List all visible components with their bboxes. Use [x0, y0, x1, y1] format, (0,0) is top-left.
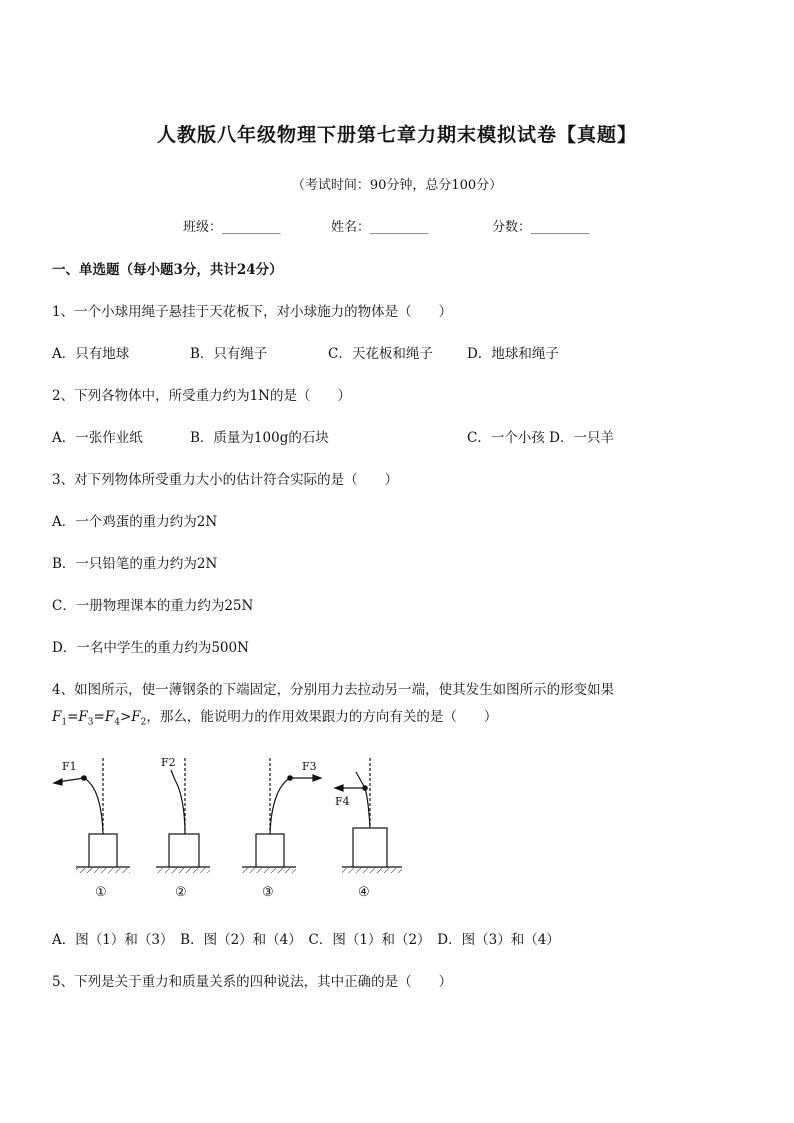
q3-option-b: B．一只铅笔的重力约为2N [52, 556, 218, 572]
q1-option-d: D．地球和绳子 [467, 346, 559, 362]
q1-option-a: A．只有地球 [52, 346, 130, 362]
q2-option-cd: C．一个小孩 D．一只羊 [467, 430, 614, 446]
exam-info: （考试时间：90分钟，总分100分） [291, 178, 503, 193]
steel-strip-figure [40, 750, 420, 910]
label-f2: F2 [161, 756, 176, 769]
q1-option-b: B．只有绳子 [190, 346, 268, 362]
caption-2: ② [175, 885, 187, 900]
caption-4: ④ [358, 885, 370, 900]
figure-1 [54, 758, 130, 873]
q3-option-a: A．一个鸡蛋的重力约为2N [52, 514, 218, 530]
q4-options: A．图（1）和（3） B．图（2）和（4） C．图（1）和（2） D．图（3）和（4） [52, 932, 560, 948]
name-field: 姓名：_________ [331, 220, 429, 235]
q3-option-d: D．一名中学生的重力约为500N [52, 640, 249, 656]
label-f4: F4 [335, 795, 350, 808]
caption-1: ① [95, 885, 107, 900]
force-condition: $F_1=F_3=F_4>F_2$ [52, 709, 147, 728]
q1-option-c: C．天花板和绳子 [328, 346, 433, 362]
question-3: 3、对下列物体所受重力大小的估计符合实际的是（ ） [52, 472, 399, 488]
label-f3: F3 [302, 760, 317, 773]
section-heading: 一、单选题（每小题3分，共计24分） [52, 262, 283, 278]
figure-3 [242, 758, 321, 873]
figure-4 [335, 758, 402, 873]
question-2: 2、下列各物体中，所受重力约为1N的是（ ） [52, 388, 351, 404]
q3-option-c: C．一册物理课本的重力约为25N [52, 598, 254, 614]
question-4-line2: $F_1=F_3=F_4>F_2$，那么，能说明力的作用效果跟力的方向有关的是（ ） [52, 709, 498, 728]
score-field: 分数：_________ [492, 220, 590, 235]
question-5: 5、下列是关于重力和质量关系的四种说法，其中正确的是（ ） [52, 974, 453, 990]
class-field: 班级：_________ [183, 220, 281, 235]
figure-2 [156, 758, 210, 873]
label-f1: F1 [62, 760, 77, 773]
q2-option-b: B．质量为100g的石块 [190, 430, 329, 446]
q2-option-a: A．一张作业纸 [52, 430, 143, 446]
caption-3: ③ [262, 885, 274, 900]
question-4-line1: 4、如图所示，使一薄钢条的下端固定，分别用力去拉动另一端，使其发生如图所示的形变如果 [52, 682, 615, 698]
page-title: 人教版八年级物理下册第七章力期末模拟试卷【真题】 [156, 124, 637, 146]
question-1: 1、一个小球用绳子悬挂于天花板下，对小球施力的物体是（ ） [52, 304, 453, 320]
